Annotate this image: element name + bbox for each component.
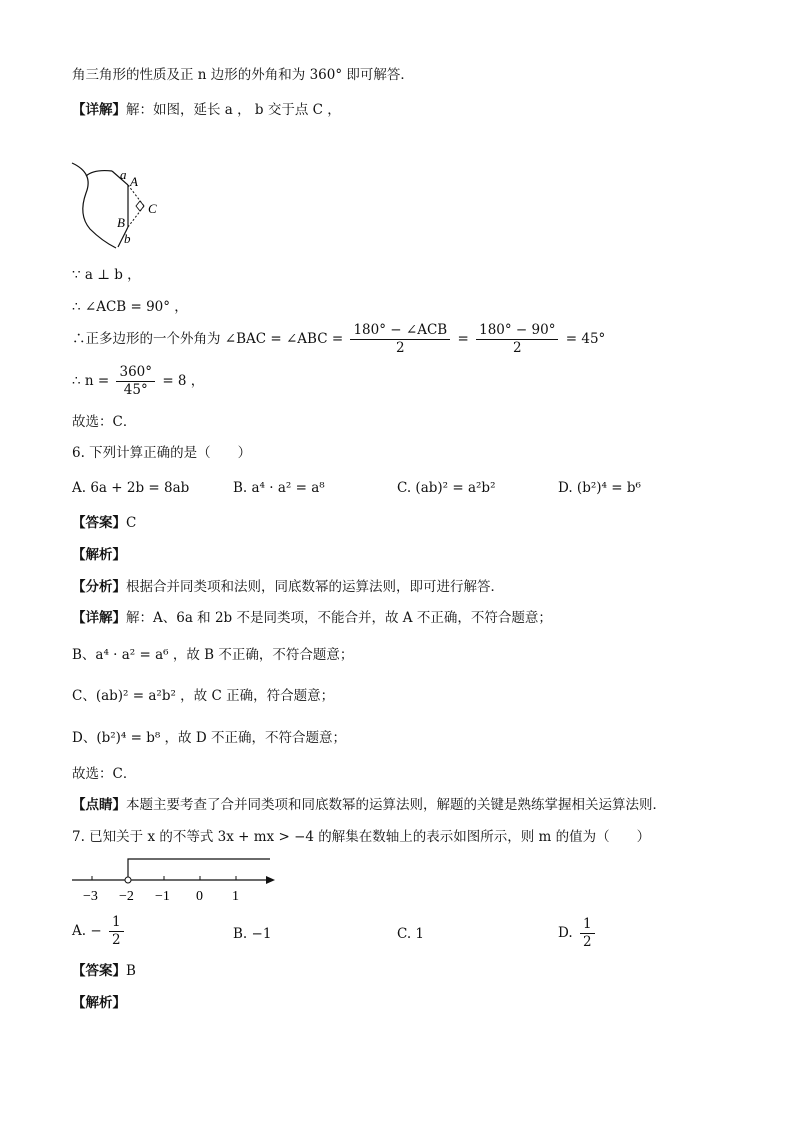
q7-analysis-tag: 【解析】 [72, 995, 126, 1011]
q6-fenxi-tag: 【分析】 [72, 579, 126, 595]
q6-detail-d: D、(b²)⁴ = b⁸ ，故 D 不正确，不符合题意； [72, 730, 346, 746]
label-b: b [124, 231, 131, 246]
detail-line [72, 101, 341, 119]
fraction-1-denominator: 2 [396, 340, 405, 356]
exterior-angle-prefix: ∴正多边形的一个外角为 ∠BAC = ∠ABC = [72, 331, 344, 347]
q7-answer-tag: 【答案】 [72, 963, 126, 979]
polygon-figure [64, 155, 174, 250]
q7-option-d-numerator: 1 [580, 916, 595, 934]
tick-label-1: 1 [232, 889, 239, 904]
q7-option-d [558, 916, 598, 951]
tick-label-0: 0 [196, 889, 203, 904]
q7-answer-line [72, 962, 136, 980]
detail-tag: 【详解】 [72, 102, 126, 118]
q7-option-d-fraction [580, 916, 595, 951]
fraction-2-numerator: 180° − 90° [476, 322, 558, 340]
fraction-1-numerator: 180° − ∠ACB [350, 322, 450, 340]
q6-analysis-tag: 【解析】 [72, 547, 126, 563]
exterior-angle-result: = 45° [565, 331, 606, 347]
label-A: A [130, 174, 138, 189]
q6-comment-line [72, 796, 666, 814]
q6-detail-tag: 【详解】 [72, 610, 126, 626]
q6-answer: C [126, 515, 137, 531]
q6-answer-tag: 【答案】 [72, 515, 126, 531]
n-prefix: ∴ n = [72, 373, 110, 389]
n-fraction-numerator: 360° [116, 364, 155, 382]
detail-text: 解：如图，延长 a ， b 交于点 C ， [126, 102, 341, 118]
q6-option-b: B. a⁴ · a² = a⁸ [233, 480, 325, 496]
q6-detail-c: C、(ab)² = a²b² ，故 C 正确，符合题意； [72, 688, 335, 704]
label-B: B [117, 215, 125, 230]
n-result: = 8 ， [162, 373, 205, 389]
label-C: C [148, 201, 157, 216]
q6-option-a: A. 6a + 2b = 8ab [72, 480, 190, 496]
q6-choice: 故选：C． [72, 766, 137, 782]
fraction-2-denominator: 2 [512, 340, 522, 356]
q7-option-d-prefix: D. [558, 925, 573, 941]
text-line-perp: ∵ a ⊥ b ， [72, 267, 141, 283]
q7-option-c: C. 1 [397, 926, 425, 942]
label-a: a [120, 167, 127, 182]
q6-option-c: C. (ab)² = a²b² [397, 480, 496, 496]
text-line-angle: ∴ ∠ACB = 90° ， [72, 299, 188, 315]
tick-label-minus-3: −3 [83, 889, 98, 904]
q6-fenxi-text: 根据合并同类项和法则，同底数幂的运算法则，即可进行解答． [126, 579, 504, 595]
equals-sign: = [457, 331, 469, 347]
q7-option-d-denominator: 2 [582, 934, 592, 950]
number-line-figure [70, 852, 280, 904]
q6-answer-line [72, 514, 136, 532]
q7-option-a [72, 914, 127, 949]
answer-choice-line: 故选：C． [72, 414, 137, 430]
polygon-top-edge [86, 171, 112, 176]
solution-set-ray [128, 859, 270, 878]
q6-comment-tag: 【点睛】 [72, 797, 126, 813]
q6-detail-text: 解：A、6a 和 2b 不是同类项，不能合并，故 A 不正确，不符合题意； [126, 610, 552, 626]
question-7: 7. 已知关于 x 的不等式 3x + mx > −4 的解集在数轴上的表示如图所示，则 m 的值为（ ） [72, 829, 651, 845]
fraction-2 [476, 322, 558, 357]
q6-option-d: D. (b²)⁴ = b⁶ [558, 480, 641, 496]
q6-detail-b: B、a⁴ · a² = a⁶ ，故 B 不正确，不符合题意； [72, 647, 354, 663]
q7-option-a-denominator: 2 [111, 932, 121, 948]
text-line-1: 角三角形的性质及正 n 边形的外角和为 360° 即可解答． [72, 67, 414, 83]
q6-comment-text: 本题主要考查了合并同类项和同底数幂的运算法则，解题的关键是熟练掌握相关运算法则． [126, 797, 666, 813]
q6-detail-line [72, 609, 552, 627]
right-angle-mark [136, 201, 144, 211]
n-fraction-denominator: 45° [123, 382, 148, 398]
q7-option-a-numerator: 1 [109, 914, 124, 932]
fraction-1 [350, 322, 450, 357]
q7-option-b: B. −1 [233, 926, 272, 942]
n-fraction [116, 364, 155, 399]
n-value-line [72, 364, 204, 399]
tick-label-minus-1: −1 [155, 889, 170, 904]
question-6: 6. 下列计算正确的是（ ） [72, 445, 252, 461]
q7-answer: B [126, 963, 136, 979]
q7-option-a-prefix: A. − [72, 923, 102, 939]
tick-label-minus-2: −2 [119, 889, 134, 904]
number-line-arrow [266, 876, 275, 884]
q6-analysis-line [72, 578, 504, 596]
q7-option-a-fraction [109, 914, 124, 949]
polygon-curve [72, 163, 116, 248]
open-circle-minus-2 [125, 877, 131, 883]
exterior-angle-line [72, 322, 605, 357]
